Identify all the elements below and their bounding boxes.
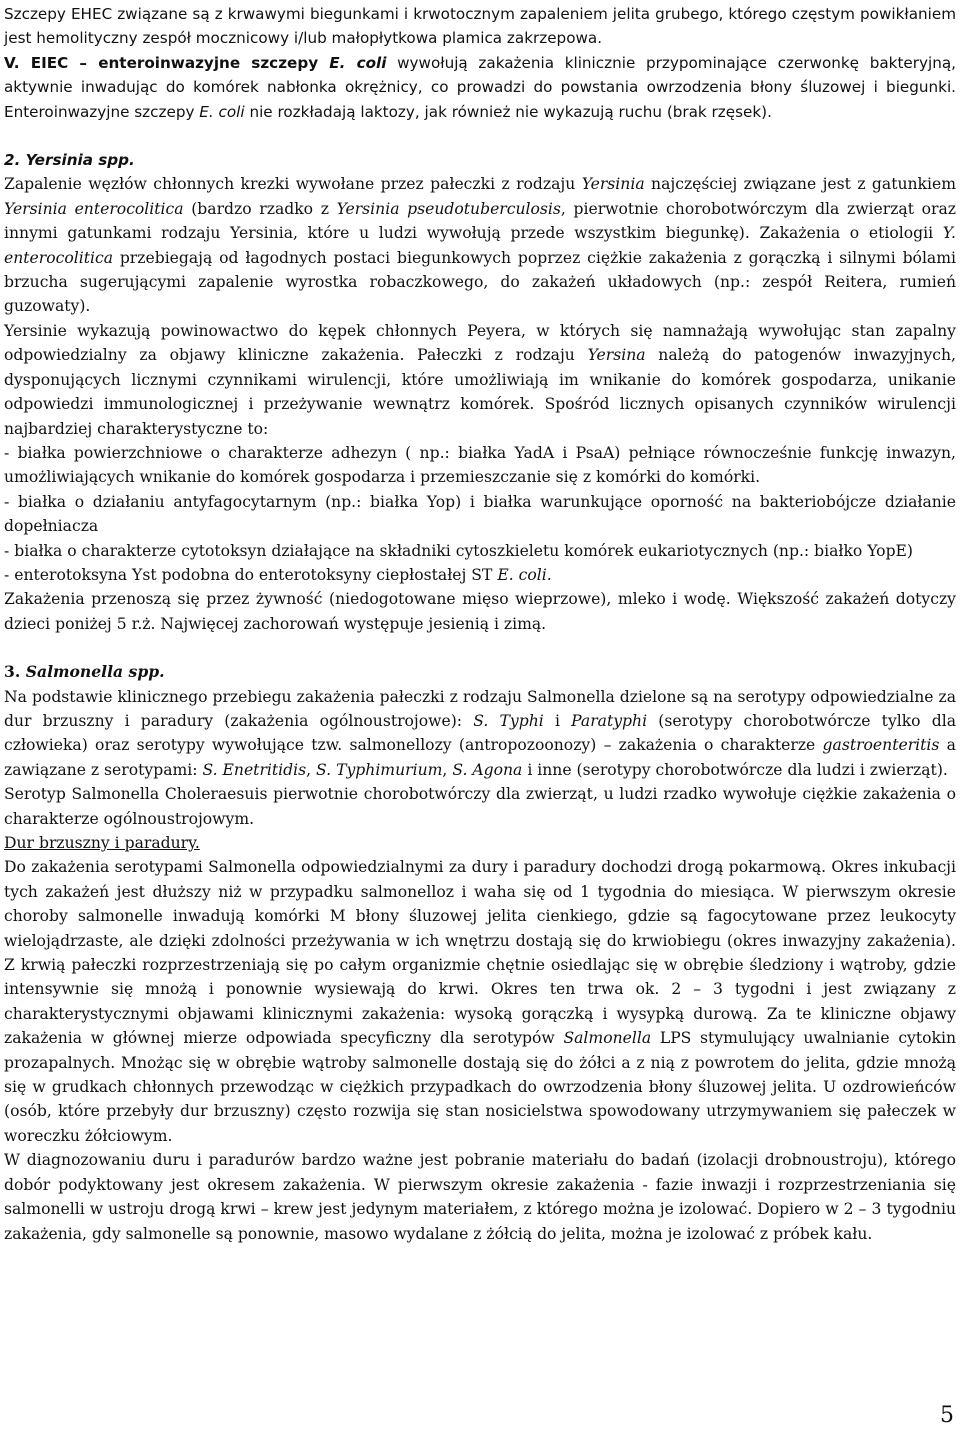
spacer [4,636,956,660]
text-run: Yersinie wykazują powinowactwo do kępek chłonnych Peyera, w których się namnażają wywołując stan zapalny odpowiedzialny za objawy kliniczne zakażenia. Pałeczki z rodzaju [4,321,956,365]
eiec-text: wywołują zakażenia klinicznie przypominające czerwonkę bakteryjną, aktywnie inwadując do komórek nabłonka okrężnicy, co prowadzi do powstania owrzodzenia błony śluzowej i biegunki. Enteroinwazyjne szczepy [4,53,956,121]
genus-name: Salmonella [563,1029,652,1048]
term: gastroenteritis [822,736,940,755]
text-run: - enterotoksyna Yst podobna do enterotoksyny ciepłostałej ST [4,565,498,584]
eiec-heading: V. EIEC – enteroinwazyjne szczepy [4,53,330,72]
text-run: należą do patogenów inwazyjnych, dysponujących licznymi czynnikami wirulencji, które umożliwiają im wnikanie do komórek gospodarza, unikanie odpowiedzi immunologicznej i przeżywanie wewnątrz komórek. Spośród licznych opisanych czynników wirulencji najbardziej charakterystyczne to: [4,346,956,438]
salmonella-paragraph-4: W diagnozowaniu duru i paradurów bardzo ważne jest pobranie materiału do badań (izolacji drobnoustroju), którego dobór podyktowany jest okresem zakażenia. W pierwszym okresie zakażenia - fazie inwazji i rozprzestrzeniania się salmonelli w ustroju drogą krwi – krew jest jedynym materiałem, z którego można je izolować. Dopiero w 2 – 3 tygodniu zakażenia, gdy salmonelle są ponownie, masowo wydalane z żółcią do jelita, można je izolować z próbek kału. [4,1151,956,1243]
text-run: Na podstawie klinicznego przebiegu zakażenia pałeczki z rodzaju Salmonella dzielone są na serotypy odpowiedzialne za dur brzuszny i paradury (zakażenia ogólnoustrojowe): [4,687,956,730]
species-name: Yersinia [581,175,645,194]
page-number: 5 [940,1403,954,1428]
species-name: Yersinia pseudotuberculosis [336,199,561,218]
eiec-species: E. coli [199,102,245,121]
species-name: Yersinia enterocolitica [4,199,184,218]
species-name: E. coli. [497,565,552,584]
text-run: , [306,760,317,779]
text-run: (serotypy chorobotwórcze tylko dla człowieka) oraz serotypy wywołujące tzw. salmonellozy (antropozoonozy) – zakażenia o charakterze [4,711,957,755]
yersinia-heading: 2. Yersinia spp. [4,151,135,170]
text-run: Do zakażenia serotypami Salmonella odpowiedzialnymi za dury i paradury dochodzi drogą pokarmową. Okres inkubacji tych zakażeń jest dłuższy niż w przypadku salmonelloz i waha się od 1 tygodnia do miesiąca. W pierwszym okresie choroby salmonelle inwadują komórki M błony śluzowej jelita cienkiego, gdzie są fagocytowane przez leukocyty wielojądrzaste, ale dzięki zdolności przeżywania w ich wnętrzu dostają się do krwiobiegu (okres inwazyjny zakażenia). Z krwią pałeczki rozprzestrzeniają się po całym organizmie chętnie osiedlając się w obrębie śledziony i wątroby, gdzie intensywnie się mnożą i ponownie wysiewają do krwi. Okres ten trwa ok. 2 – 3 tygodni i jest związany z charakterystycznymi objawami klinicznymi zakażenia: wysoką gorączką i wysypką durową. Za te kliniczne objawy zakażenia w głównej mierze odpowiada specyficzny dla serotypów [4,858,956,1048]
ehec-paragraph: Szczepy EHEC związane są z krwawymi biegunkami i krwotocznym zapaleniem jelita grubego, którego częstym powikłaniem jest hemolityczny zespół mocznicowy i/lub małopłytkowa plamica zakrzepowa. [4,5,956,48]
species-name: Yersina [587,346,646,365]
text-run: (bardzo rzadko z [183,199,337,218]
text-run: a zawiązane z serotypami: [4,736,956,779]
text-run: , [442,760,453,779]
eiec-paragraph [4,51,956,124]
eiec-text-end: nie rozkładają laktozy, jak również nie wykazują ruchu (brak rzęsek). [244,102,772,121]
yersinia-paragraph-3: Zakażenia przenoszą się przez żywność (niedogotowane mięso wieprzowe), mleko i wodę. Większość zakażeń dotyczy dzieci poniżej 5 r.ż. Najwięcej zachorowań występuje jesienią i zimą. [4,590,956,633]
text-run: , pierwotnie chorobotwórczym dla zwierząt oraz innymi gatunkami rodzaju Yersinia, które u ludzi wywołują przede wszystkim biegunkę). Zakażenia o etiologii [4,199,956,243]
heading-genus: Salmonella spp. [25,662,165,682]
virulence-item-antiphagocytic: - białka o działaniu antyfagocytarnym (np.: białka Yop) i białka warunkujące oporność na bakteriobójcze działanie dopełniacza [4,492,956,536]
spacer [4,124,956,148]
salmonella-paragraph-2: Serotyp Salmonella Choleraesuis pierwotnie chorobotwórczy dla zwierząt, u ludzi rzadko wywołuje ciężkie zakażenia o charakterze ogólnoustrojowym. [4,785,956,828]
serotype-name: S. Typhi [473,711,544,730]
serotype-name: S. Typhimurium [316,760,443,779]
text-run: i inne (serotypy chorobotwórcze dla ludzi i zwierząt). [522,760,948,779]
serotype-name: S. Agona [452,760,523,779]
virulence-item-enterotoxin [4,563,956,587]
salmonella-paragraph-1 [4,685,956,783]
yersinia-paragraph-2 [4,319,956,441]
virulence-item-cytotoxins: - białka o charakterze cytotoksyn działające na składniki cytoszkieletu komórek eukariotycznych (np.: białko YopE) [4,541,914,560]
salmonella-heading [4,660,956,684]
species-name: Y. enterocolitica [4,224,956,267]
serotype-name: S. Enetritidis [202,760,307,779]
text-run: LPS stymulujący uwalnianie cytokin prozapalnych. Mnożąc się w obrębie wątroby salmonelle dostają się do żółci a z nią z powrotem do jelita, gdzie mnożą się w grudkach chłonnych przewodząc w ciężkich przypadkach do owrzodzenia błony śluzowej jelita. U ozdrowieńców (osób, które przebyły dur brzuszny) często rozwija się stan nosicielstwa spowodowany utrzymywaniem się pałeczek w woreczku żółciowym. [4,1029,956,1145]
text-run: przebiegają od łagodnych postaci biegunkowych poprzez ciężkie zakażenia z gorączką i silnymi bólami brzucha sugerującymi zapalenie wyrostka robaczkowego, do zakażeń układowych (np.: zespół Reitera, rumień guzowaty). [4,248,956,316]
text-run: i [543,711,572,730]
heading-number: 3. [4,662,26,682]
text-run: najczęściej związane jest z gatunkiem [644,175,957,194]
salmonella-paragraph-3 [4,855,956,1148]
eiec-heading-species: E. coli [329,53,387,72]
text-run: Zapalenie węzłów chłonnych krezki wywołane przez pałeczki z rodzaju [4,175,582,194]
virulence-item-adhesins: - białka powierzchniowe o charakterze adhezyn ( np.: białka YadA i PsaA) pełniące równocześnie funkcję inwazyn, umożliwiających wnikanie do komórek gospodarza i przemieszczanie się z komórki do komórki. [4,443,956,487]
serotype-name: Paratyphi [571,711,648,730]
typhoid-subheading: Dur brzuszny i paradury. [4,834,200,852]
yersinia-paragraph-1 [4,172,956,318]
